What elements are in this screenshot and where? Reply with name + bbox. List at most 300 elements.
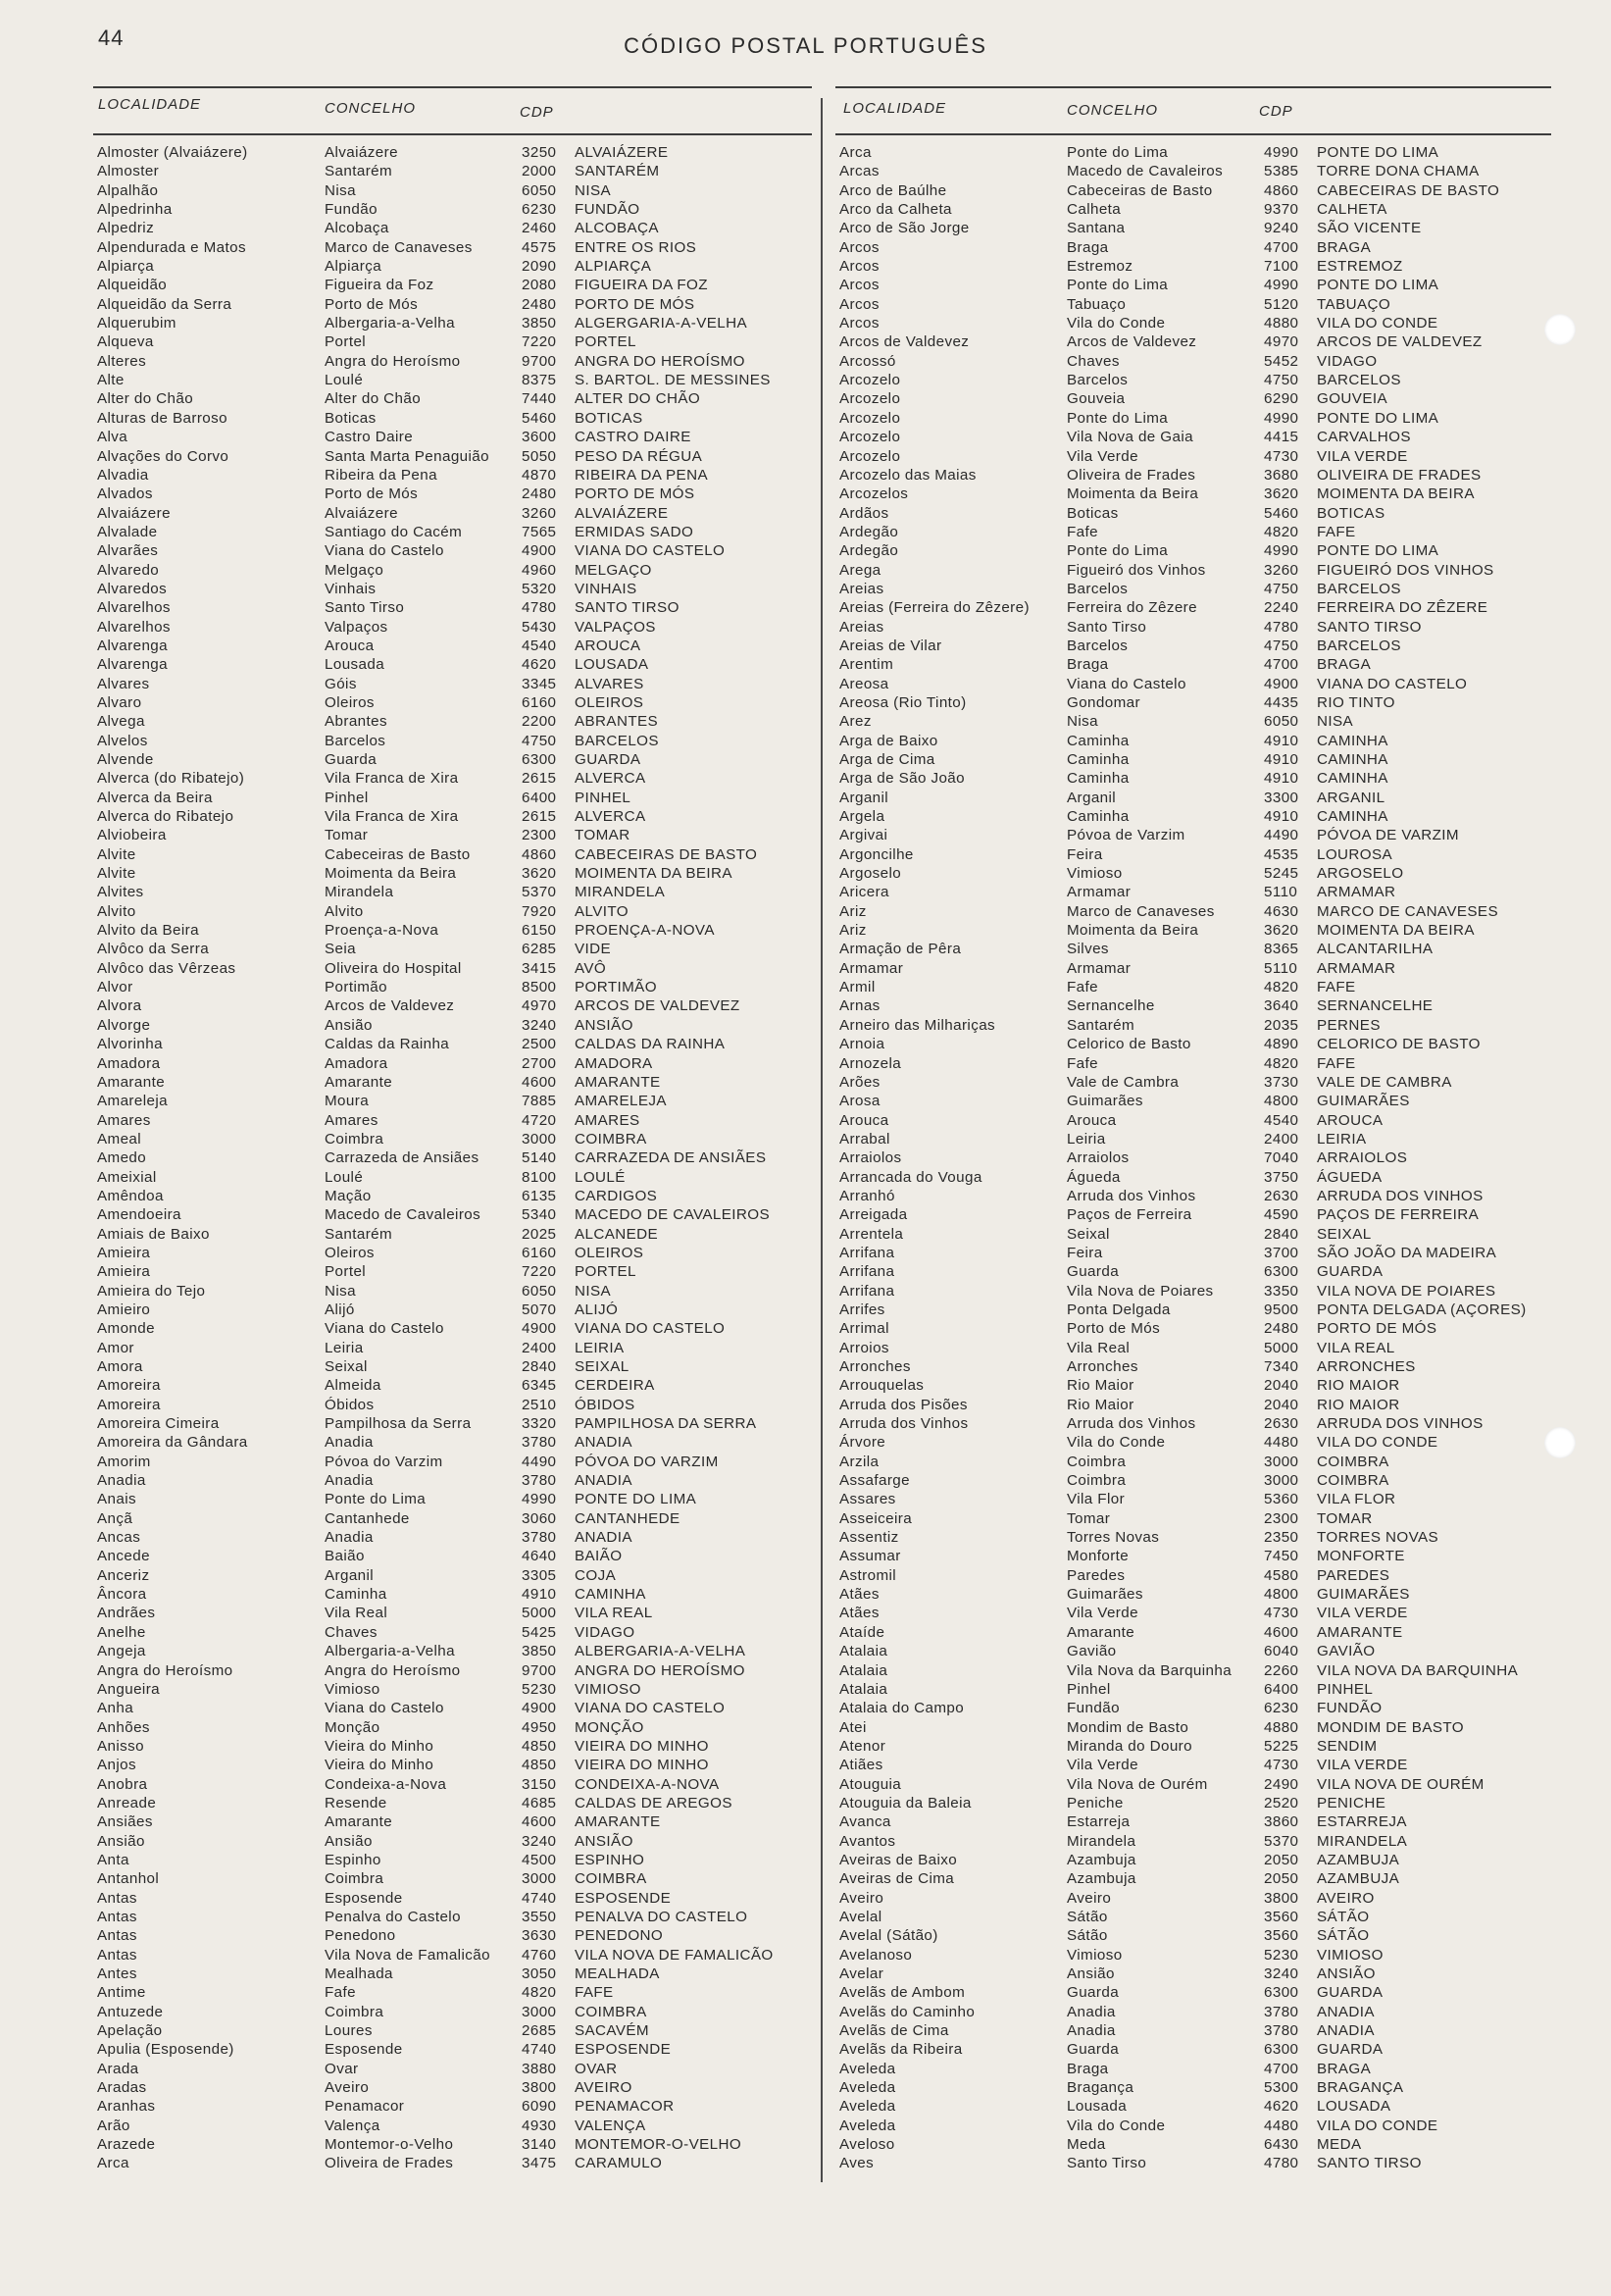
localidade-cell: Armação de Pêra bbox=[839, 941, 962, 958]
concelho-cell: Nisa bbox=[1067, 713, 1098, 731]
table-row bbox=[93, 2078, 812, 2097]
localidade-cell: Arga de Baixo bbox=[839, 732, 938, 749]
table-row bbox=[93, 1528, 812, 1547]
cdp-cell: 4490 bbox=[522, 1453, 557, 1470]
posto-cell: GUARDA bbox=[1317, 1984, 1384, 2002]
localidade-cell: Angueira bbox=[97, 1680, 160, 1698]
localidade-cell: Antas bbox=[97, 1889, 137, 1907]
localidade-cell: Arcossó bbox=[839, 352, 896, 370]
table-row bbox=[93, 2097, 812, 2116]
localidade-cell: Alvados bbox=[97, 485, 153, 503]
posto-cell: ESTARREJA bbox=[1317, 1813, 1407, 1831]
table-row bbox=[93, 675, 812, 693]
localidade-cell: Arrifes bbox=[839, 1301, 885, 1318]
localidade-cell: Armil bbox=[839, 979, 876, 996]
localidade-cell: Aveiras de Cima bbox=[839, 1870, 955, 1888]
cdp-cell: 3475 bbox=[522, 2155, 557, 2172]
posto-cell: LOUSADA bbox=[1317, 2098, 1391, 2116]
cdp-cell: 4820 bbox=[1264, 523, 1299, 540]
cdp-cell: 2300 bbox=[522, 827, 557, 844]
localidade-cell: Anobra bbox=[97, 1775, 148, 1793]
table-row bbox=[835, 2003, 1551, 2021]
posto-cell: BRAGA bbox=[1317, 2060, 1372, 2077]
cdp-cell: 5225 bbox=[1264, 1737, 1299, 1755]
concelho-cell: Moimenta da Beira bbox=[1067, 922, 1199, 940]
posto-cell: VILA DO CONDE bbox=[1317, 1434, 1438, 1452]
table-row bbox=[835, 1926, 1551, 1945]
concelho-cell: Arruda dos Vinhos bbox=[1067, 1415, 1196, 1433]
concelho-cell: Guimarães bbox=[1067, 1586, 1143, 1604]
concelho-cell: Silves bbox=[1067, 941, 1109, 958]
cdp-cell: 6050 bbox=[522, 1282, 557, 1300]
posto-cell: SÃO VICENTE bbox=[1317, 220, 1422, 237]
localidade-cell: Arcozelos bbox=[839, 485, 909, 503]
localidade-cell: Alvalade bbox=[97, 523, 158, 540]
posto-cell: COIMBRA bbox=[575, 1130, 647, 1148]
cdp-cell: 8100 bbox=[522, 1168, 557, 1186]
concelho-cell: Barcelos bbox=[1067, 637, 1129, 654]
table-row bbox=[835, 864, 1551, 883]
posto-cell: NISA bbox=[575, 1282, 612, 1300]
posto-cell: ARCOS DE VALDEVEZ bbox=[575, 997, 740, 1015]
localidade-cell: Andrães bbox=[97, 1605, 156, 1622]
localidade-cell: Alvarenga bbox=[97, 656, 168, 674]
posto-cell: FERREIRA DO ZÊZERE bbox=[1317, 599, 1488, 617]
table-row bbox=[835, 2097, 1551, 2116]
cdp-cell: 6050 bbox=[1264, 713, 1299, 731]
concelho-cell: Pinhel bbox=[1067, 1680, 1111, 1698]
posto-cell: SACAVÉM bbox=[575, 2022, 649, 2040]
cdp-cell: 2460 bbox=[522, 220, 557, 237]
concelho-cell: Paredes bbox=[1067, 1566, 1126, 1584]
table-row bbox=[835, 1623, 1551, 1642]
table-row bbox=[835, 959, 1551, 978]
localidade-cell: Arazede bbox=[97, 2136, 156, 2154]
cdp-cell: 4850 bbox=[522, 1737, 557, 1755]
cdp-cell: 3630 bbox=[522, 1927, 557, 1945]
localidade-cell: Argoselo bbox=[839, 865, 902, 883]
cdp-cell: 7920 bbox=[522, 902, 557, 920]
localidade-cell: Alquerubim bbox=[97, 315, 176, 332]
posto-cell: ARRUDA DOS VINHOS bbox=[1317, 1187, 1484, 1204]
table-row bbox=[835, 466, 1551, 485]
cdp-cell: 4730 bbox=[1264, 447, 1299, 465]
table-row bbox=[93, 1756, 812, 1774]
localidade-cell: Alverca do Ribatejo bbox=[97, 808, 234, 826]
posto-cell: RIO MAIOR bbox=[1317, 1377, 1400, 1395]
cdp-cell: 2260 bbox=[1264, 1661, 1299, 1679]
cdp-cell: 2480 bbox=[522, 485, 557, 503]
localidade-cell: Amendoeira bbox=[97, 1206, 181, 1224]
cdp-cell: 4700 bbox=[1264, 656, 1299, 674]
posto-cell: GUIMARÃES bbox=[1317, 1093, 1410, 1110]
cdp-cell: 2840 bbox=[522, 1358, 557, 1375]
posto-cell: GUARDA bbox=[1317, 1263, 1384, 1281]
cdp-cell: 8375 bbox=[522, 372, 557, 389]
concelho-cell: Vila do Conde bbox=[1067, 315, 1166, 332]
concelho-cell: Vila Flor bbox=[1067, 1491, 1126, 1508]
localidade-cell: Anadia bbox=[97, 1472, 146, 1490]
localidade-cell: Avelar bbox=[839, 1965, 884, 1982]
concelho-cell: Gouveia bbox=[1067, 390, 1126, 408]
localidade-cell: Anceriz bbox=[97, 1566, 150, 1584]
table-row bbox=[93, 789, 812, 807]
localidade-cell: Areias bbox=[839, 580, 884, 597]
table-row bbox=[835, 1908, 1551, 1926]
table-row bbox=[93, 996, 812, 1015]
posto-cell: PÓVOA DE VARZIM bbox=[1317, 827, 1459, 844]
localidade-cell: Angeja bbox=[97, 1643, 146, 1660]
table-row bbox=[835, 1794, 1551, 1812]
localidade-cell: Alverca (do Ribatejo) bbox=[97, 770, 245, 788]
concelho-cell: Vila do Conde bbox=[1067, 2117, 1166, 2134]
concelho-cell: Chaves bbox=[325, 1623, 378, 1641]
cdp-cell: 4900 bbox=[1264, 675, 1299, 692]
concelho-cell: Guarda bbox=[1067, 2041, 1120, 2059]
cdp-cell: 4820 bbox=[1264, 1054, 1299, 1072]
table-row bbox=[93, 1319, 812, 1338]
cdp-cell: 4740 bbox=[522, 1889, 557, 1907]
table-row bbox=[835, 2040, 1551, 2059]
posto-cell: ALVITO bbox=[575, 902, 629, 920]
concelho-cell: Figueiró dos Vinhos bbox=[1067, 561, 1206, 579]
localidade-cell: Aveleda bbox=[839, 2117, 896, 2134]
localidade-cell: Alvorinha bbox=[97, 1036, 163, 1053]
cdp-cell: 4540 bbox=[522, 637, 557, 654]
cdp-cell: 5370 bbox=[522, 884, 557, 901]
cdp-cell: 6400 bbox=[522, 789, 557, 806]
table-row bbox=[835, 295, 1551, 314]
posto-cell: CANTANHEDE bbox=[575, 1509, 680, 1527]
table-row bbox=[835, 902, 1551, 921]
header-rule bbox=[835, 133, 1551, 135]
posto-cell: ARGANIL bbox=[1317, 789, 1385, 806]
table-row bbox=[835, 1528, 1551, 1547]
table-row bbox=[93, 1054, 812, 1073]
posto-cell: PORTO DE MÓS bbox=[1317, 1320, 1437, 1338]
localidade-cell: Alpendurada e Matos bbox=[97, 238, 246, 256]
concelho-cell: Leiria bbox=[325, 1339, 364, 1356]
localidade-cell: Arraiolos bbox=[839, 1149, 902, 1167]
cdp-cell: 9370 bbox=[1264, 201, 1299, 219]
posto-cell: MOIMENTA DA BEIRA bbox=[575, 865, 732, 883]
localidade-cell: Arga de Cima bbox=[839, 751, 935, 768]
cdp-cell: 2480 bbox=[522, 295, 557, 313]
posto-cell: PORTIMÃO bbox=[575, 979, 657, 996]
posto-cell: OLIVEIRA DE FRADES bbox=[1317, 466, 1482, 484]
concelho-cell: Seia bbox=[325, 941, 356, 958]
posto-cell: BOTICAS bbox=[1317, 504, 1385, 522]
cdp-cell: 7220 bbox=[522, 1263, 557, 1281]
localidade-cell: Ariz bbox=[839, 902, 867, 920]
left-entries bbox=[93, 143, 812, 2173]
concelho-cell: Penalva do Castelo bbox=[325, 1908, 461, 1925]
localidade-cell: Anisso bbox=[97, 1737, 144, 1755]
cdp-cell: 3240 bbox=[522, 1016, 557, 1034]
cdp-cell: 4750 bbox=[522, 732, 557, 749]
localidade-cell: Alvarenga bbox=[97, 637, 168, 654]
posto-cell: CARDIGOS bbox=[575, 1187, 658, 1204]
localidade-cell: Amorim bbox=[97, 1453, 151, 1470]
cdp-cell: 4800 bbox=[1264, 1093, 1299, 1110]
localidade-cell: Arada bbox=[97, 2060, 139, 2077]
table-row bbox=[93, 2117, 812, 2135]
posto-cell: BRAGA bbox=[1317, 238, 1372, 256]
cdp-cell: 3850 bbox=[522, 315, 557, 332]
localidade-cell: Ardãos bbox=[839, 504, 889, 522]
table-row bbox=[93, 1073, 812, 1092]
localidade-cell: Arneiro das Milhariças bbox=[839, 1016, 996, 1034]
concelho-cell: Caminha bbox=[1067, 732, 1130, 749]
localidade-cell: Amarante bbox=[97, 1073, 166, 1091]
table-row bbox=[93, 257, 812, 276]
posto-cell: PERNES bbox=[1317, 1016, 1381, 1034]
cdp-cell: 2400 bbox=[1264, 1130, 1299, 1148]
cdp-cell: 5320 bbox=[522, 580, 557, 597]
localidade-cell: Amora bbox=[97, 1358, 143, 1375]
localidade-cell: Alvôco da Serra bbox=[97, 941, 210, 958]
table-row bbox=[93, 371, 812, 389]
localidade-cell: Alter do Chão bbox=[97, 390, 194, 408]
table-row bbox=[835, 2135, 1551, 2154]
cdp-cell: 3620 bbox=[1264, 485, 1299, 503]
concelho-cell: Barcelos bbox=[325, 732, 386, 749]
posto-cell: ARMAMAR bbox=[1317, 959, 1396, 977]
cdp-cell: 4780 bbox=[1264, 618, 1299, 636]
header-concelho: CONCELHO bbox=[325, 100, 417, 117]
table-row bbox=[835, 637, 1551, 655]
posto-cell: SEIXAL bbox=[575, 1358, 629, 1375]
localidade-cell: Amareleja bbox=[97, 1093, 168, 1110]
cdp-cell: 4910 bbox=[1264, 808, 1299, 826]
header-cdp: CDP bbox=[520, 104, 554, 121]
header-cdp: CDP bbox=[1259, 103, 1293, 120]
localidade-cell: Anha bbox=[97, 1700, 134, 1717]
localidade-cell: Almoster (Alvaiázere) bbox=[97, 144, 248, 161]
localidade-cell: Ameal bbox=[97, 1130, 142, 1148]
cdp-cell: 3620 bbox=[522, 865, 557, 883]
concelho-cell: Seixal bbox=[1067, 1225, 1110, 1243]
localidade-cell: Arez bbox=[839, 713, 872, 731]
table-row bbox=[835, 332, 1551, 351]
table-row bbox=[93, 2154, 812, 2172]
table-row bbox=[93, 1092, 812, 1110]
localidade-cell: Arcos de Valdevez bbox=[839, 333, 970, 351]
posto-cell: PESO DA RÉGUA bbox=[575, 447, 703, 465]
localidade-cell: Arcos bbox=[839, 277, 880, 294]
concelho-cell: Guimarães bbox=[1067, 1093, 1143, 1110]
cdp-cell: 3680 bbox=[1264, 466, 1299, 484]
cdp-cell: 6345 bbox=[522, 1377, 557, 1395]
concelho-cell: Resende bbox=[325, 1794, 387, 1811]
localidade-cell: Alvaro bbox=[97, 693, 142, 711]
posto-cell: TORRE DONA CHAMA bbox=[1317, 163, 1480, 180]
cdp-cell: 2520 bbox=[1264, 1794, 1299, 1811]
table-row bbox=[835, 485, 1551, 503]
table-row bbox=[835, 1205, 1551, 1224]
localidade-cell: Arrifana bbox=[839, 1263, 895, 1281]
posto-cell: AVEIRO bbox=[1317, 1889, 1375, 1907]
table-row bbox=[835, 200, 1551, 219]
table-row bbox=[835, 371, 1551, 389]
table-row bbox=[93, 1851, 812, 1869]
localidade-cell: Avelãs do Caminho bbox=[839, 2003, 976, 2020]
concelho-cell: Lousada bbox=[1067, 2098, 1128, 2116]
table-row bbox=[835, 1566, 1551, 1585]
localidade-cell: Arnas bbox=[839, 997, 881, 1015]
concelho-cell: Penamacor bbox=[325, 2098, 405, 2116]
concelho-cell: Fafe bbox=[1067, 1054, 1098, 1072]
table-row bbox=[835, 2021, 1551, 2040]
concelho-cell: Caminha bbox=[1067, 808, 1130, 826]
concelho-cell: Torres Novas bbox=[1067, 1529, 1160, 1547]
concelho-cell: Ponte do Lima bbox=[1067, 144, 1169, 161]
posto-cell: TOMAR bbox=[575, 827, 630, 844]
cdp-cell: 2000 bbox=[522, 163, 557, 180]
cdp-cell: 7885 bbox=[522, 1093, 557, 1110]
localidade-cell: Arcozelo bbox=[839, 409, 901, 427]
table-row bbox=[835, 1357, 1551, 1376]
posto-cell: ALCANEDE bbox=[575, 1225, 659, 1243]
concelho-cell: Valença bbox=[325, 2117, 380, 2134]
concelho-cell: Vila Franca de Xira bbox=[325, 808, 459, 826]
table-row bbox=[93, 1964, 812, 1983]
cdp-cell: 5430 bbox=[522, 618, 557, 636]
concelho-cell: Vila do Conde bbox=[1067, 1434, 1166, 1452]
right-column bbox=[835, 86, 1551, 2185]
localidade-cell: Atenor bbox=[839, 1737, 886, 1755]
localidade-cell: Arrancada do Vouga bbox=[839, 1168, 982, 1186]
localidade-cell: Ardegão bbox=[839, 523, 899, 540]
table-row bbox=[835, 1471, 1551, 1490]
cdp-cell: 4910 bbox=[1264, 732, 1299, 749]
table-row bbox=[93, 1357, 812, 1376]
posto-cell: VIDAGO bbox=[575, 1623, 635, 1641]
concelho-cell: Arganil bbox=[1067, 789, 1117, 806]
table-row bbox=[93, 1168, 812, 1187]
table-row bbox=[93, 1471, 812, 1490]
posto-cell: COIMBRA bbox=[1317, 1453, 1389, 1470]
table-row bbox=[93, 314, 812, 332]
top-rule bbox=[93, 86, 812, 88]
localidade-cell: Areias de Vilar bbox=[839, 637, 942, 654]
posto-cell: SEIXAL bbox=[1317, 1225, 1372, 1243]
localidade-cell: Arco de Baúlhe bbox=[839, 181, 947, 199]
table-row bbox=[93, 1718, 812, 1737]
table-row bbox=[93, 504, 812, 523]
table-row bbox=[835, 1073, 1551, 1092]
posto-cell: LEIRIA bbox=[1317, 1130, 1367, 1148]
cdp-cell: 4780 bbox=[1264, 2155, 1299, 2172]
posto-cell: VILA NOVA DE OURÉM bbox=[1317, 1775, 1485, 1793]
cdp-cell: 5050 bbox=[522, 447, 557, 465]
table-row bbox=[93, 750, 812, 769]
cdp-cell: 6150 bbox=[522, 922, 557, 940]
localidade-cell: Avanca bbox=[839, 1813, 891, 1831]
posto-cell: ERMIDAS SADO bbox=[575, 523, 694, 540]
posto-cell: VIEIRA DO MINHO bbox=[575, 1737, 709, 1755]
localidade-cell: Alvações do Corvo bbox=[97, 447, 229, 465]
localidade-cell: Aranhas bbox=[97, 2098, 156, 2116]
localidade-cell: Atalaia bbox=[839, 1643, 888, 1660]
table-row bbox=[835, 143, 1551, 162]
concelho-cell: Lousada bbox=[325, 656, 385, 674]
concelho-cell: Rio Maior bbox=[1067, 1396, 1134, 1413]
cdp-cell: 3860 bbox=[1264, 1813, 1299, 1831]
concelho-cell: Esposende bbox=[325, 2041, 403, 2059]
posto-cell: ALPIARÇA bbox=[575, 258, 652, 276]
posto-cell: LOUROSA bbox=[1317, 845, 1393, 863]
concelho-cell: Guarda bbox=[1067, 1263, 1120, 1281]
posto-cell: VILA VERDE bbox=[1317, 1605, 1408, 1622]
table-row bbox=[93, 409, 812, 428]
concelho-cell: Calheta bbox=[1067, 201, 1122, 219]
concelho-cell: Vila Verde bbox=[1067, 1605, 1138, 1622]
table-row bbox=[835, 1035, 1551, 1053]
table-row bbox=[835, 1016, 1551, 1035]
table-row bbox=[93, 2003, 812, 2021]
posto-cell: GUIMARÃES bbox=[1317, 1586, 1410, 1604]
table-row bbox=[93, 655, 812, 674]
table-row bbox=[835, 845, 1551, 864]
localidade-cell: Atalaia bbox=[839, 1680, 888, 1698]
localidade-cell: Ancede bbox=[97, 1548, 150, 1565]
table-row bbox=[835, 1718, 1551, 1737]
localidade-cell: Alqueva bbox=[97, 333, 154, 351]
concelho-cell: Valpaços bbox=[325, 618, 388, 636]
cdp-cell: 5230 bbox=[522, 1680, 557, 1698]
table-row bbox=[93, 1433, 812, 1452]
posto-cell: ESPOSENDE bbox=[575, 2041, 672, 2059]
posto-cell: MELGAÇO bbox=[575, 561, 652, 579]
table-row bbox=[93, 2135, 812, 2154]
table-row bbox=[93, 1339, 812, 1357]
table-row bbox=[835, 769, 1551, 788]
concelho-cell: Carrazeda de Ansiães bbox=[325, 1149, 479, 1167]
concelho-cell: Ponte do Lima bbox=[1067, 542, 1169, 560]
localidade-cell: Almoster bbox=[97, 163, 160, 180]
posto-cell: MEALHADA bbox=[575, 1965, 660, 1982]
posto-cell: PONTA DELGADA (AÇORES) bbox=[1317, 1301, 1527, 1318]
localidade-cell: Alvelos bbox=[97, 732, 148, 749]
localidade-cell: Arganil bbox=[839, 789, 889, 806]
cdp-cell: 3000 bbox=[1264, 1453, 1299, 1470]
cdp-cell: 5110 bbox=[1264, 884, 1298, 901]
table-row bbox=[93, 1661, 812, 1680]
table-row bbox=[93, 807, 812, 826]
concelho-cell: Póvoa do Varzim bbox=[325, 1453, 443, 1470]
posto-cell: BRAGA bbox=[1317, 656, 1372, 674]
posto-cell: ESTREMOZ bbox=[1317, 258, 1403, 276]
concelho-cell: Arraiolos bbox=[1067, 1149, 1130, 1167]
cdp-cell: 3350 bbox=[1264, 1282, 1299, 1300]
posto-cell: CARRAZEDA DE ANSIÃES bbox=[575, 1149, 767, 1167]
posto-cell: LEIRIA bbox=[575, 1339, 625, 1356]
localidade-cell: Arranhó bbox=[839, 1187, 895, 1204]
concelho-cell: Vimioso bbox=[1067, 865, 1123, 883]
posto-cell: PENALVA DO CASTELO bbox=[575, 1908, 748, 1925]
posto-cell: PINHEL bbox=[575, 789, 631, 806]
concelho-cell: Porto de Mós bbox=[325, 485, 419, 503]
concelho-cell: Coimbra bbox=[325, 1870, 384, 1888]
cdp-cell: 5460 bbox=[1264, 504, 1299, 522]
table-row bbox=[835, 1301, 1551, 1319]
localidade-cell: Alvarelhos bbox=[97, 599, 171, 617]
posto-cell: ALVERCA bbox=[575, 770, 646, 788]
posto-cell: PENEDONO bbox=[575, 1927, 664, 1945]
posto-cell: COIMBRA bbox=[1317, 1472, 1389, 1490]
concelho-cell: Estarreja bbox=[1067, 1813, 1131, 1831]
